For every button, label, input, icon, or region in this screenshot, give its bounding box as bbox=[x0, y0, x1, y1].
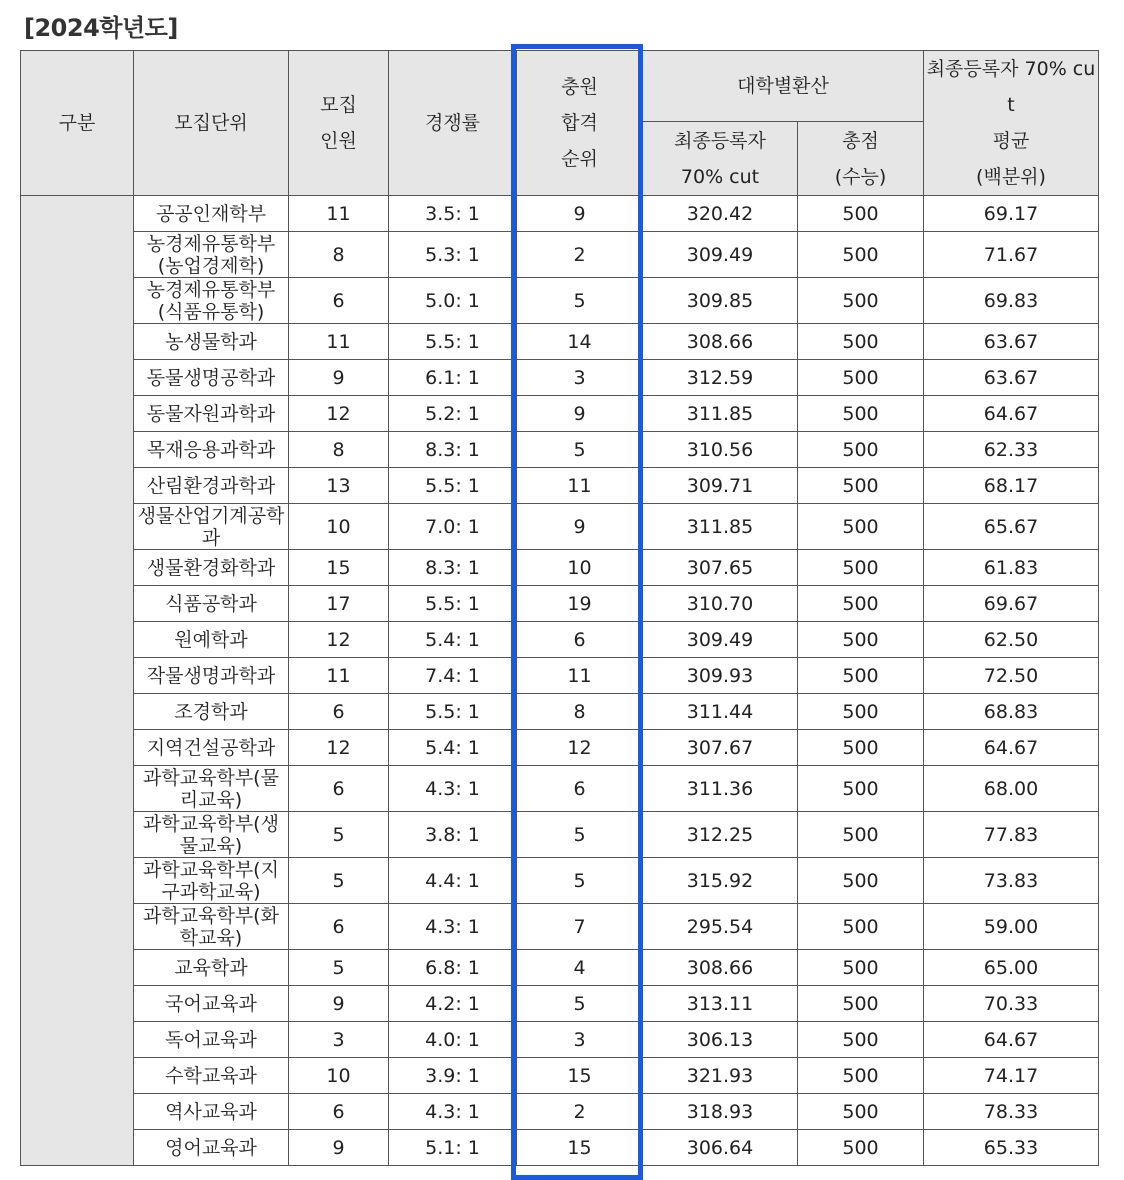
cell-average: 69.17 bbox=[924, 196, 1099, 232]
cell-rank: 15 bbox=[517, 1058, 643, 1094]
cell-average: 64.67 bbox=[924, 396, 1099, 432]
header-avg-line3: 평균 bbox=[992, 130, 1030, 152]
table-row bbox=[21, 324, 1099, 360]
cell-rank: 5 bbox=[517, 812, 643, 858]
cell-quota: 6 bbox=[289, 1094, 389, 1130]
table-row bbox=[21, 396, 1099, 432]
cell-average: 73.83 bbox=[924, 858, 1099, 904]
header-quota-line2: 인원 bbox=[320, 130, 357, 152]
cell-cut: 315.92 bbox=[643, 858, 798, 904]
cell-average: 69.83 bbox=[924, 278, 1099, 324]
cell-average: 61.83 bbox=[924, 550, 1099, 586]
cell-cut: 312.25 bbox=[643, 812, 798, 858]
cell-total: 500 bbox=[798, 360, 924, 396]
cell-rank: 15 bbox=[517, 1130, 643, 1166]
cell-unit: 동물자원과학과 bbox=[134, 396, 289, 432]
cell-quota: 6 bbox=[289, 766, 389, 812]
header-cut-line2: 70% cut bbox=[680, 165, 760, 188]
cell-quota: 10 bbox=[289, 1058, 389, 1094]
header-cut bbox=[643, 122, 798, 196]
cell-cut: 313.11 bbox=[643, 986, 798, 1022]
cell-total: 500 bbox=[798, 324, 924, 360]
cell-average: 64.67 bbox=[924, 1022, 1099, 1058]
cell-average: 65.67 bbox=[924, 504, 1099, 550]
cell-ratio: 5.5: 1 bbox=[389, 694, 517, 730]
cell-rank: 6 bbox=[517, 622, 643, 658]
table-row bbox=[21, 360, 1099, 396]
cell-cut: 310.56 bbox=[643, 432, 798, 468]
table-row bbox=[21, 1058, 1099, 1094]
cell-ratio: 6.1: 1 bbox=[389, 360, 517, 396]
cell-unit: 원예학과 bbox=[134, 622, 289, 658]
cell-total: 500 bbox=[798, 468, 924, 504]
cell-unit: 역사교육과 bbox=[134, 1094, 289, 1130]
cell-total: 500 bbox=[798, 432, 924, 468]
cell-rank: 2 bbox=[517, 1094, 643, 1130]
cell-quota: 5 bbox=[289, 950, 389, 986]
cell-quota: 6 bbox=[289, 694, 389, 730]
cell-cut: 295.54 bbox=[643, 904, 798, 950]
cell-quota: 13 bbox=[289, 468, 389, 504]
cell-ratio: 5.2: 1 bbox=[389, 396, 517, 432]
cell-average: 78.33 bbox=[924, 1094, 1099, 1130]
table-row bbox=[21, 730, 1099, 766]
cell-cut: 311.85 bbox=[643, 396, 798, 432]
header-avg-line4: (백분위) bbox=[976, 166, 1046, 188]
cell-rank: 9 bbox=[517, 396, 643, 432]
cell-total: 500 bbox=[798, 232, 924, 278]
header-competition: 경쟁률 bbox=[389, 51, 517, 196]
cell-average: 68.17 bbox=[924, 468, 1099, 504]
cell-cut: 311.36 bbox=[643, 766, 798, 812]
cell-ratio: 5.4: 1 bbox=[389, 622, 517, 658]
cell-rank: 2 bbox=[517, 232, 643, 278]
table-row bbox=[21, 196, 1099, 232]
cell-rank: 10 bbox=[517, 550, 643, 586]
cell-ratio: 5.5: 1 bbox=[389, 324, 517, 360]
cell-quota: 11 bbox=[289, 658, 389, 694]
cell-ratio: 4.0: 1 bbox=[389, 1022, 517, 1058]
admission-table bbox=[20, 50, 1099, 1166]
cell-quota: 8 bbox=[289, 232, 389, 278]
cell-ratio: 4.3: 1 bbox=[389, 1094, 517, 1130]
cell-unit: 공공인재학부 bbox=[134, 196, 289, 232]
cell-unit: 과학교육학부(물리교육) bbox=[134, 766, 289, 812]
cell-ratio: 4.3: 1 bbox=[389, 766, 517, 812]
cell-average: 72.50 bbox=[924, 658, 1099, 694]
cell-ratio: 3.5: 1 bbox=[389, 196, 517, 232]
header-waitlist-line1: 충원 bbox=[561, 76, 598, 98]
cell-rank: 4 bbox=[517, 950, 643, 986]
cell-ratio: 8.3: 1 bbox=[389, 550, 517, 586]
header-quota bbox=[289, 51, 389, 196]
cell-average: 77.83 bbox=[924, 812, 1099, 858]
header-cut-line1: 최종등록자 bbox=[674, 129, 766, 152]
cell-rank: 19 bbox=[517, 586, 643, 622]
cell-ratio: 5.4: 1 bbox=[389, 730, 517, 766]
header-avg-line1: 최종등록자 70% cu bbox=[926, 58, 1096, 80]
cell-cut: 311.85 bbox=[643, 504, 798, 550]
cell-ratio: 7.0: 1 bbox=[389, 504, 517, 550]
cell-total: 500 bbox=[798, 858, 924, 904]
cell-total: 500 bbox=[798, 586, 924, 622]
table-row bbox=[21, 432, 1099, 468]
cell-ratio: 8.3: 1 bbox=[389, 432, 517, 468]
cell-quota: 15 bbox=[289, 550, 389, 586]
cell-total: 500 bbox=[798, 658, 924, 694]
year-title: [2024학년도] bbox=[24, 14, 178, 42]
table-row bbox=[21, 504, 1099, 550]
cell-unit: 농생물학과 bbox=[134, 324, 289, 360]
cell-ratio: 5.5: 1 bbox=[389, 586, 517, 622]
cell-average: 62.50 bbox=[924, 622, 1099, 658]
table-row bbox=[21, 1130, 1099, 1166]
cell-rank: 9 bbox=[517, 504, 643, 550]
cell-quota: 6 bbox=[289, 278, 389, 324]
cell-rank: 9 bbox=[517, 196, 643, 232]
cell-total: 500 bbox=[798, 904, 924, 950]
cell-quota: 5 bbox=[289, 812, 389, 858]
cell-cut: 308.66 bbox=[643, 324, 798, 360]
cell-rank: 5 bbox=[517, 432, 643, 468]
cell-rank: 5 bbox=[517, 278, 643, 324]
cell-unit: 식품공학과 bbox=[134, 586, 289, 622]
cell-quota: 8 bbox=[289, 432, 389, 468]
cell-total: 500 bbox=[798, 278, 924, 324]
cell-cut: 306.13 bbox=[643, 1022, 798, 1058]
header-total-line2: (수능) bbox=[834, 165, 887, 188]
cell-unit: 국어교육과 bbox=[134, 986, 289, 1022]
cell-total: 500 bbox=[798, 730, 924, 766]
header-quota-line1: 모집 bbox=[320, 94, 357, 116]
cell-unit: 산림환경과학과 bbox=[134, 468, 289, 504]
cell-ratio: 4.4: 1 bbox=[389, 858, 517, 904]
header-waitlist-line3: 순위 bbox=[561, 148, 598, 170]
header-conversion: 대학별환산 bbox=[643, 51, 924, 122]
cell-total: 500 bbox=[798, 504, 924, 550]
cell-average: 62.33 bbox=[924, 432, 1099, 468]
cell-total: 500 bbox=[798, 196, 924, 232]
table-row bbox=[21, 766, 1099, 812]
cell-cut: 309.85 bbox=[643, 278, 798, 324]
cell-unit: 교육학과 bbox=[134, 950, 289, 986]
table-row bbox=[21, 1022, 1099, 1058]
cell-rank: 5 bbox=[517, 986, 643, 1022]
cell-unit: 생물환경화학과 bbox=[134, 550, 289, 586]
cell-cut: 318.93 bbox=[643, 1094, 798, 1130]
table-row bbox=[21, 586, 1099, 622]
cell-quota: 11 bbox=[289, 324, 389, 360]
cell-quota: 5 bbox=[289, 858, 389, 904]
cell-unit: 농경제유통학부(농업경제학) bbox=[134, 232, 289, 278]
cell-average: 65.00 bbox=[924, 950, 1099, 986]
cell-cut: 312.59 bbox=[643, 360, 798, 396]
header-group: 구분 bbox=[21, 51, 134, 196]
cell-unit: 지역건설공학과 bbox=[134, 730, 289, 766]
header-avg-line2: t bbox=[1007, 94, 1015, 116]
cell-quota: 10 bbox=[289, 504, 389, 550]
header-waitlist-rank bbox=[517, 51, 643, 196]
cell-total: 500 bbox=[798, 766, 924, 812]
cell-total: 500 bbox=[798, 550, 924, 586]
cell-total: 500 bbox=[798, 694, 924, 730]
cell-quota: 9 bbox=[289, 1130, 389, 1166]
cell-unit: 조경학과 bbox=[134, 694, 289, 730]
table-row bbox=[21, 986, 1099, 1022]
cell-rank: 11 bbox=[517, 468, 643, 504]
cell-rank: 3 bbox=[517, 1022, 643, 1058]
cell-total: 500 bbox=[798, 950, 924, 986]
cell-unit: 생물산업기계공학과 bbox=[134, 504, 289, 550]
cell-ratio: 5.5: 1 bbox=[389, 468, 517, 504]
cell-cut: 311.44 bbox=[643, 694, 798, 730]
table-body bbox=[21, 196, 1099, 1166]
cell-unit: 과학교육학부(생물교육) bbox=[134, 812, 289, 858]
cell-total: 500 bbox=[798, 1022, 924, 1058]
cell-average: 64.67 bbox=[924, 730, 1099, 766]
table-row bbox=[21, 622, 1099, 658]
cell-total: 500 bbox=[798, 622, 924, 658]
cell-average: 69.67 bbox=[924, 586, 1099, 622]
cell-unit: 동물생명공학과 bbox=[134, 360, 289, 396]
cell-quota: 12 bbox=[289, 622, 389, 658]
cell-total: 500 bbox=[798, 1094, 924, 1130]
cell-unit: 목재응용과학과 bbox=[134, 432, 289, 468]
table-row bbox=[21, 1094, 1099, 1130]
cell-rank: 5 bbox=[517, 858, 643, 904]
cell-unit: 농경제유통학부(식품유통학) bbox=[134, 278, 289, 324]
cell-total: 500 bbox=[798, 812, 924, 858]
cell-rank: 12 bbox=[517, 730, 643, 766]
table-row bbox=[21, 904, 1099, 950]
cell-quota: 11 bbox=[289, 196, 389, 232]
table-row bbox=[21, 232, 1099, 278]
cell-total: 500 bbox=[798, 986, 924, 1022]
cell-unit: 영어교육과 bbox=[134, 1130, 289, 1166]
cell-cut: 321.93 bbox=[643, 1058, 798, 1094]
cell-cut: 308.66 bbox=[643, 950, 798, 986]
cell-average: 68.83 bbox=[924, 694, 1099, 730]
cell-unit: 과학교육학부(지구과학교육) bbox=[134, 858, 289, 904]
cell-cut: 320.42 bbox=[643, 196, 798, 232]
cell-quota: 9 bbox=[289, 360, 389, 396]
cell-ratio: 3.8: 1 bbox=[389, 812, 517, 858]
cell-quota: 12 bbox=[289, 396, 389, 432]
table-row bbox=[21, 468, 1099, 504]
cell-average: 63.67 bbox=[924, 360, 1099, 396]
header-waitlist-line2: 합격 bbox=[561, 112, 598, 134]
cell-cut: 309.71 bbox=[643, 468, 798, 504]
cell-average: 68.00 bbox=[924, 766, 1099, 812]
cell-rank: 11 bbox=[517, 658, 643, 694]
cell-total: 500 bbox=[798, 396, 924, 432]
cell-average: 70.33 bbox=[924, 986, 1099, 1022]
cell-unit: 수학교육과 bbox=[134, 1058, 289, 1094]
cell-cut: 307.67 bbox=[643, 730, 798, 766]
cell-rank: 3 bbox=[517, 360, 643, 396]
cell-ratio: 4.3: 1 bbox=[389, 904, 517, 950]
group-cell bbox=[21, 196, 134, 1166]
cell-quota: 3 bbox=[289, 1022, 389, 1058]
cell-cut: 307.65 bbox=[643, 550, 798, 586]
cell-cut: 309.49 bbox=[643, 622, 798, 658]
table-row bbox=[21, 694, 1099, 730]
cell-cut: 309.49 bbox=[643, 232, 798, 278]
cell-average: 63.67 bbox=[924, 324, 1099, 360]
cell-average: 74.17 bbox=[924, 1058, 1099, 1094]
cell-average: 65.33 bbox=[924, 1130, 1099, 1166]
cell-ratio: 5.1: 1 bbox=[389, 1130, 517, 1166]
table-row bbox=[21, 550, 1099, 586]
cell-total: 500 bbox=[798, 1058, 924, 1094]
cell-ratio: 5.3: 1 bbox=[389, 232, 517, 278]
cell-quota: 12 bbox=[289, 730, 389, 766]
cell-cut: 306.64 bbox=[643, 1130, 798, 1166]
cell-quota: 6 bbox=[289, 904, 389, 950]
cell-unit: 작물생명과학과 bbox=[134, 658, 289, 694]
header-average bbox=[924, 51, 1099, 196]
header-unit: 모집단위 bbox=[134, 51, 289, 196]
table-row bbox=[21, 278, 1099, 324]
cell-ratio: 6.8: 1 bbox=[389, 950, 517, 986]
table-row bbox=[21, 950, 1099, 986]
cell-rank: 6 bbox=[517, 766, 643, 812]
cell-cut: 310.70 bbox=[643, 586, 798, 622]
cell-cut: 309.93 bbox=[643, 658, 798, 694]
header-total bbox=[798, 122, 924, 196]
cell-quota: 9 bbox=[289, 986, 389, 1022]
table-row bbox=[21, 658, 1099, 694]
cell-average: 71.67 bbox=[924, 232, 1099, 278]
cell-unit: 독어교육과 bbox=[134, 1022, 289, 1058]
header-total-line1: 총점 bbox=[842, 129, 879, 152]
cell-rank: 8 bbox=[517, 694, 643, 730]
cell-unit: 과학교육학부(화학교육) bbox=[134, 904, 289, 950]
cell-ratio: 3.9: 1 bbox=[389, 1058, 517, 1094]
cell-rank: 14 bbox=[517, 324, 643, 360]
cell-total: 500 bbox=[798, 1130, 924, 1166]
cell-ratio: 4.2: 1 bbox=[389, 986, 517, 1022]
table-row bbox=[21, 812, 1099, 858]
cell-ratio: 7.4: 1 bbox=[389, 658, 517, 694]
cell-quota: 17 bbox=[289, 586, 389, 622]
cell-ratio: 5.0: 1 bbox=[389, 278, 517, 324]
cell-average: 59.00 bbox=[924, 904, 1099, 950]
cell-rank: 7 bbox=[517, 904, 643, 950]
table-row bbox=[21, 858, 1099, 904]
